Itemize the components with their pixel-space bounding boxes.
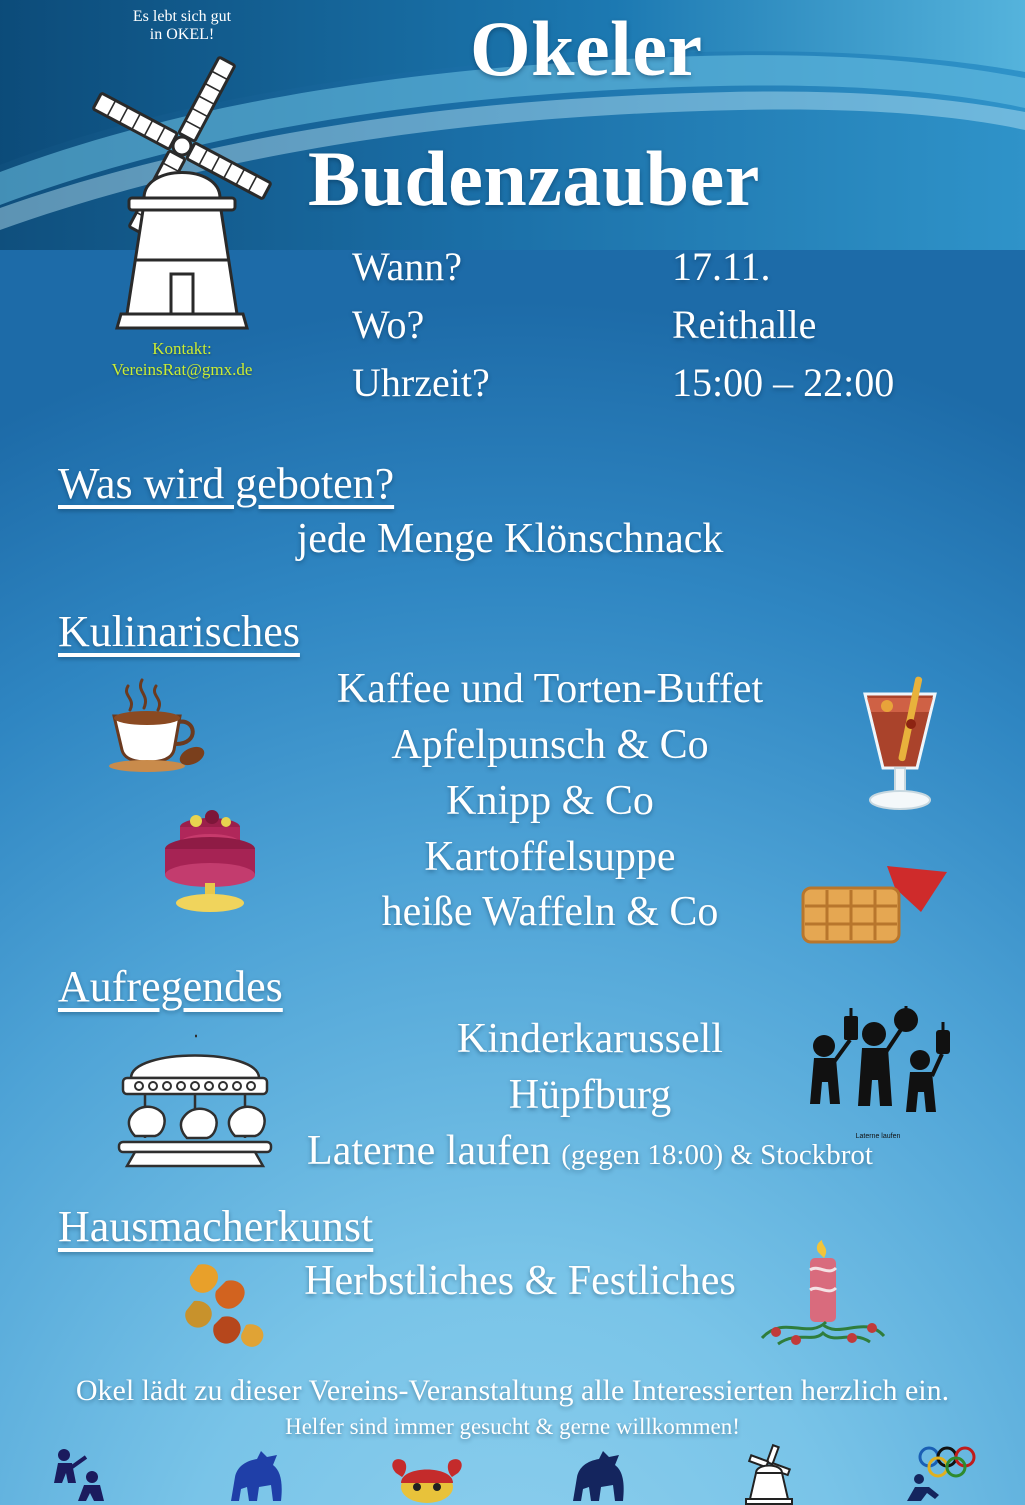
list-item: Kinderkarussell bbox=[457, 1016, 723, 1062]
carnival-mask-icon bbox=[382, 1443, 472, 1505]
waffle-icon bbox=[795, 858, 960, 948]
contact-label: Kontakt: bbox=[152, 339, 212, 358]
carousel-icon bbox=[105, 1030, 285, 1175]
page-title-line2: Budenzauber bbox=[308, 135, 760, 222]
horse-blue-icon bbox=[211, 1443, 301, 1505]
windmill-icon bbox=[87, 46, 277, 336]
section-heading-culinary: Kulinarisches bbox=[58, 607, 300, 656]
footer-helpers-note: Helfer sind immer gesucht & gerne willkommen! bbox=[285, 1414, 740, 1439]
list-item: jede Menge Klönschnack bbox=[296, 516, 724, 562]
fact-row bbox=[352, 238, 992, 296]
fact-answer: Reithalle bbox=[672, 302, 817, 347]
section-heading-offers: Was wird geboten? bbox=[58, 459, 395, 508]
fact-row bbox=[352, 296, 992, 354]
section-heading-crafts: Hausmacherkunst bbox=[58, 1202, 374, 1251]
gymnastics-icon bbox=[40, 1443, 130, 1505]
autumn-leaves-icon bbox=[180, 1255, 290, 1355]
fact-question: Wann? bbox=[352, 244, 463, 289]
list-item: Hüpfburg bbox=[508, 1071, 672, 1118]
olympic-rings-icon bbox=[895, 1443, 985, 1505]
fact-row bbox=[352, 354, 992, 412]
list-item: Kaffee und Torten-Buffet bbox=[336, 666, 764, 712]
section-items-offers bbox=[130, 512, 890, 568]
horse-dark-icon bbox=[553, 1443, 643, 1505]
punch-glass-icon bbox=[845, 672, 955, 827]
svg-text:Laterne laufen: Laterne laufen bbox=[855, 1133, 901, 1140]
fact-question: Wo? bbox=[352, 302, 425, 347]
coffee-cup-icon bbox=[96, 668, 216, 773]
fact-answer: 17.11. bbox=[672, 244, 771, 289]
event-facts bbox=[352, 238, 992, 412]
list-item-lantern-note: (gegen 18:00) & Stockbrot bbox=[561, 1138, 873, 1171]
footer-invitation: Okel lädt zu dieser Vereins-Veranstaltung alle Interessierten herzlich ein. bbox=[75, 1374, 950, 1407]
section-heading-excitement: Aufregendes bbox=[58, 962, 283, 1011]
contact-info bbox=[52, 338, 312, 381]
logo-slogan-line2: in OKEL! bbox=[149, 26, 215, 43]
list-item: Knipp & Co bbox=[446, 777, 654, 824]
logo-slogan-line1: Es lebt sich gut bbox=[132, 8, 232, 25]
cake-icon bbox=[150, 805, 270, 915]
list-item: heiße Waffeln & Co bbox=[381, 889, 719, 936]
contact-email[interactable]: VereinsRat@gmx.de bbox=[111, 360, 253, 380]
candle-icon bbox=[752, 1240, 897, 1355]
fact-question: Uhrzeit? bbox=[352, 360, 490, 405]
list-item: Kartoffelsuppe bbox=[424, 833, 676, 880]
list-item: Herbstliches & Festliches bbox=[304, 1258, 736, 1304]
list-item-lantern-main: Laterne laufen bbox=[307, 1127, 551, 1174]
lantern-children-icon bbox=[790, 1000, 965, 1155]
logo-slogan bbox=[52, 8, 312, 44]
windmill-small-icon bbox=[724, 1443, 814, 1505]
list-item: Apfelpunsch & Co bbox=[391, 721, 709, 768]
footer-club-icons bbox=[20, 1440, 1005, 1505]
section-items-crafts bbox=[200, 1254, 840, 1310]
page-title-line1: Okeler bbox=[470, 5, 703, 92]
logo-block bbox=[52, 8, 312, 381]
fact-answer: 15:00 – 22:00 bbox=[672, 360, 895, 405]
